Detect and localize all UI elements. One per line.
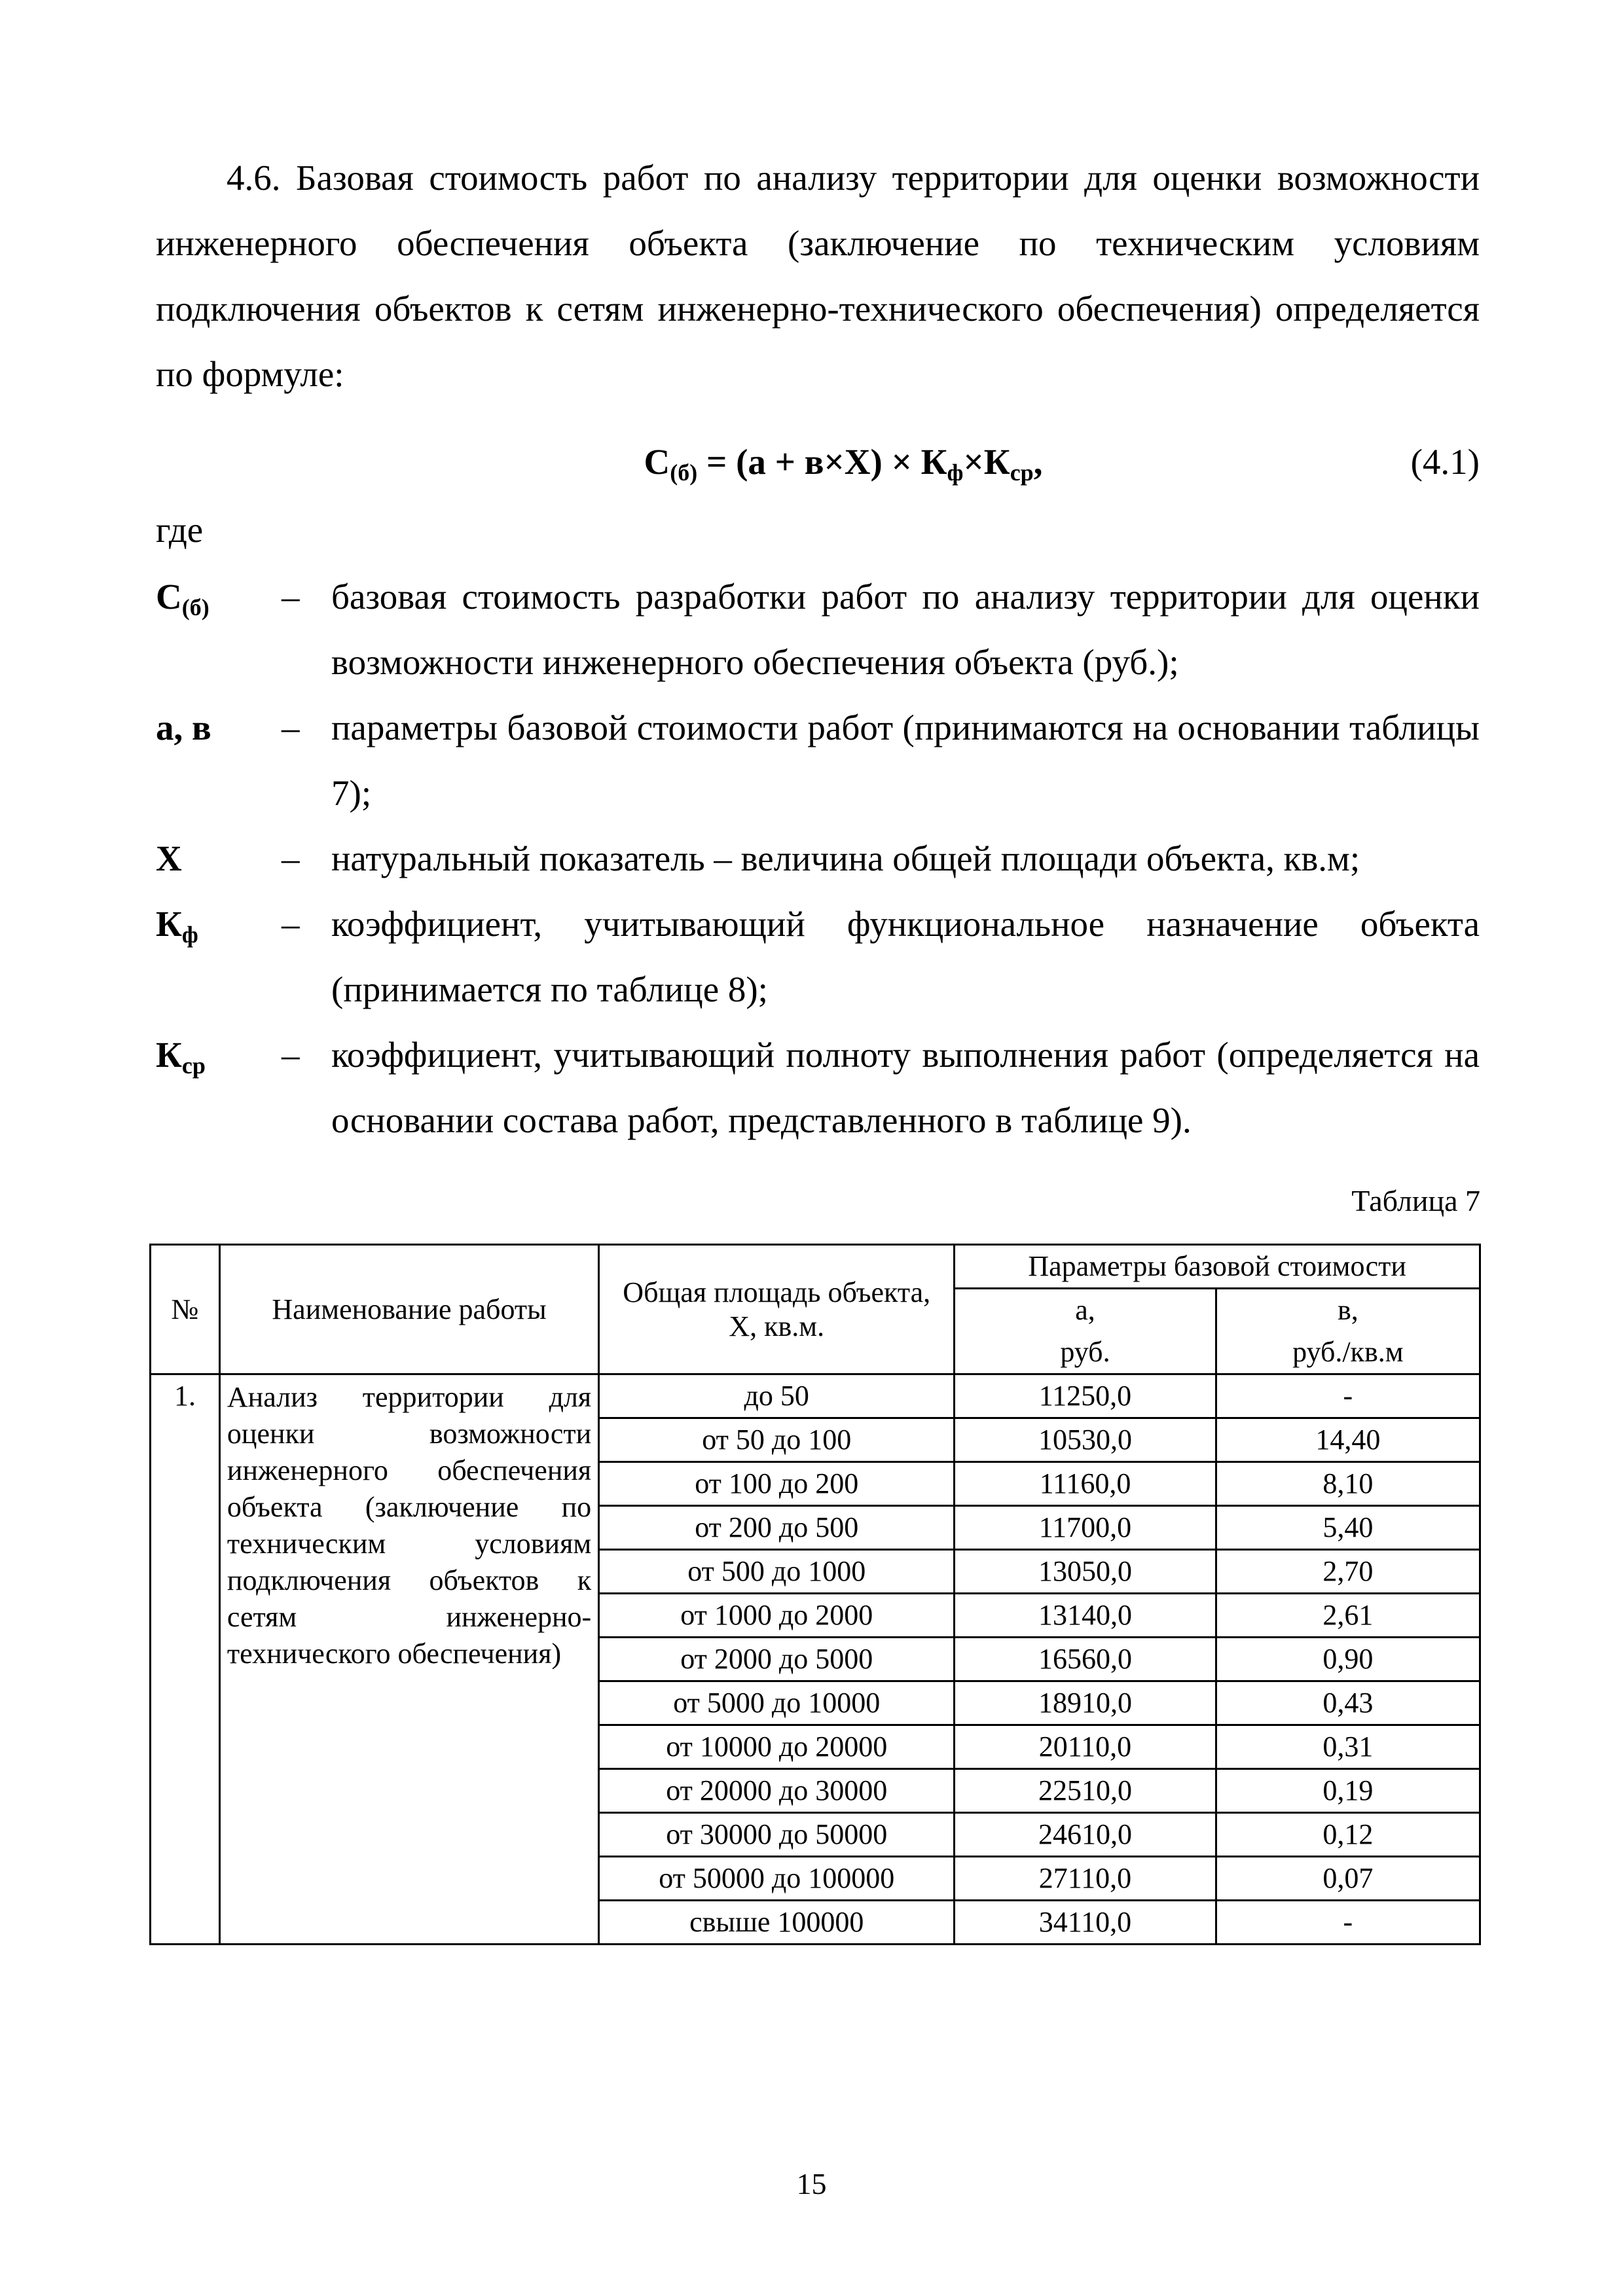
cell-area: от 1000 до 2000: [599, 1594, 955, 1638]
cell-area: от 50000 до 100000: [599, 1857, 955, 1901]
definition-kf: $К_ф$ – коэффициент, учитывающий функциональное назначение объекта (принимается по таблице 8);: [156, 891, 1480, 1022]
table-7: [149, 1244, 1481, 1945]
cell-area: до 50: [599, 1374, 955, 1418]
cell-a: 13140,0: [955, 1594, 1216, 1638]
formula-number: (4.1): [1410, 442, 1480, 482]
cell-b: 8,10: [1216, 1462, 1480, 1506]
table-caption: Таблица 7: [1351, 1184, 1480, 1217]
cell-area: от 2000 до 5000: [599, 1638, 955, 1681]
cell-a: 27110,0: [955, 1857, 1216, 1901]
header-a-unit: руб.: [955, 1331, 1216, 1374]
cell-a: 11250,0: [955, 1374, 1216, 1418]
cell-area: от 200 до 500: [599, 1506, 955, 1550]
row-work-name: Анализ территории для оценки возможности инженерного обеспечения объекта (заключение по техническим условиям подключения объектов к сетям инженерно-технического обеспечения): [219, 1374, 598, 1945]
definition-symbol: $К_ф$: [156, 904, 198, 948]
cell-b: 14,40: [1216, 1418, 1480, 1462]
cell-b: 0,19: [1216, 1769, 1480, 1813]
definition-symbol: $С_{(б)}$: [156, 577, 210, 620]
header-base-params: Параметры базовой стоимости: [955, 1245, 1480, 1289]
cell-b: -: [1216, 1374, 1480, 1418]
definition-a-b: а, в – параметры базовой стоимости работ (принимаются на основании таблицы 7);: [156, 695, 1480, 826]
cell-b: 5,40: [1216, 1506, 1480, 1550]
cell-a: 11700,0: [955, 1506, 1216, 1550]
cell-area: от 5000 до 10000: [599, 1681, 955, 1725]
header-number: №: [151, 1245, 220, 1374]
definition-text: коэффициент, учитывающий полноту выполнения работ (определяется на основании состава работ, представленного в таблице 9).: [331, 1035, 1480, 1140]
cell-a: 18910,0: [955, 1681, 1216, 1725]
cell-b: 2,61: [1216, 1594, 1480, 1638]
formula-expression: $С_{(б)} = (а + в\times Х) \times К_ф\times К_{ср}$,: [644, 442, 1043, 486]
definition-symbol: $К_{ср}$: [156, 1035, 206, 1079]
intro-paragraph: 4.6. Базовая стоимость работ по анализу территории для оценки возможности инженерного обеспечения объекта (заключение по техническим условиям подключения объектов к сетям инженерно-технического обеспечения) определяется по формуле:: [156, 158, 1480, 394]
cell-area: свыше 100000: [599, 1901, 955, 1945]
cell-a: 11160,0: [955, 1462, 1216, 1506]
cell-a: 22510,0: [955, 1769, 1216, 1813]
definition-text: параметры базовой стоимости работ (принимаются на основании таблицы 7);: [331, 708, 1480, 813]
cell-area: от 500 до 1000: [599, 1550, 955, 1594]
table-row: [151, 1374, 1480, 1418]
cell-area: от 50 до 100: [599, 1418, 955, 1462]
definition-x: Х – натуральный показатель – величина общей площади объекта, кв.м;: [156, 826, 1480, 891]
cell-a: 16560,0: [955, 1638, 1216, 1681]
cell-a: 13050,0: [955, 1550, 1216, 1594]
header-a: а,: [955, 1289, 1216, 1332]
cell-b: 0,90: [1216, 1638, 1480, 1681]
cell-area: от 100 до 200: [599, 1462, 955, 1506]
formula-4-1: [156, 429, 1480, 495]
cell-b: -: [1216, 1901, 1480, 1945]
definition-text: натуральный показатель – величина общей площади объекта, кв.м;: [331, 838, 1360, 878]
cell-b: 0,07: [1216, 1857, 1480, 1901]
definition-text: коэффициент, учитывающий функциональное назначение объекта (принимается по таблице 8);: [331, 904, 1480, 1009]
definitions-list: [156, 564, 1480, 1153]
header-work-name: Наименование работы: [219, 1245, 598, 1374]
header-area: Общая площадь объекта, Х, кв.м.: [599, 1245, 955, 1374]
where-label: где: [156, 510, 204, 550]
cell-a: 34110,0: [955, 1901, 1216, 1945]
cell-area: от 30000 до 50000: [599, 1813, 955, 1857]
cell-area: от 20000 до 30000: [599, 1769, 955, 1813]
definition-text: базовая стоимость разработки работ по анализу территории для оценки возможности инженерного обеспечения объекта (руб.);: [331, 577, 1480, 682]
cell-area: от 10000 до 20000: [599, 1725, 955, 1769]
definition-symbol: а, в: [156, 708, 211, 747]
header-b-unit: руб./кв.м: [1216, 1331, 1480, 1374]
cell-a: 20110,0: [955, 1725, 1216, 1769]
cell-b: 2,70: [1216, 1550, 1480, 1594]
cell-a: 10530,0: [955, 1418, 1216, 1462]
header-b: в,: [1216, 1289, 1480, 1332]
cell-a: 24610,0: [955, 1813, 1216, 1857]
definition-ksr: $К_{ср}$ – коэффициент, учитывающий полноту выполнения работ (определяется на основании состава работ, представленного в таблице 9).: [156, 1022, 1480, 1153]
row-number: 1.: [151, 1374, 220, 1945]
cell-b: 0,31: [1216, 1725, 1480, 1769]
cell-b: 0,43: [1216, 1681, 1480, 1725]
definition-c-b: $С_{(б)}$ – базовая стоимость разработки работ по анализу территории для оценки возможности инженерного обеспечения объекта (руб.);: [156, 564, 1480, 695]
page-number: 15: [796, 2167, 827, 2200]
definition-symbol: Х: [156, 838, 182, 878]
cell-b: 0,12: [1216, 1813, 1480, 1857]
